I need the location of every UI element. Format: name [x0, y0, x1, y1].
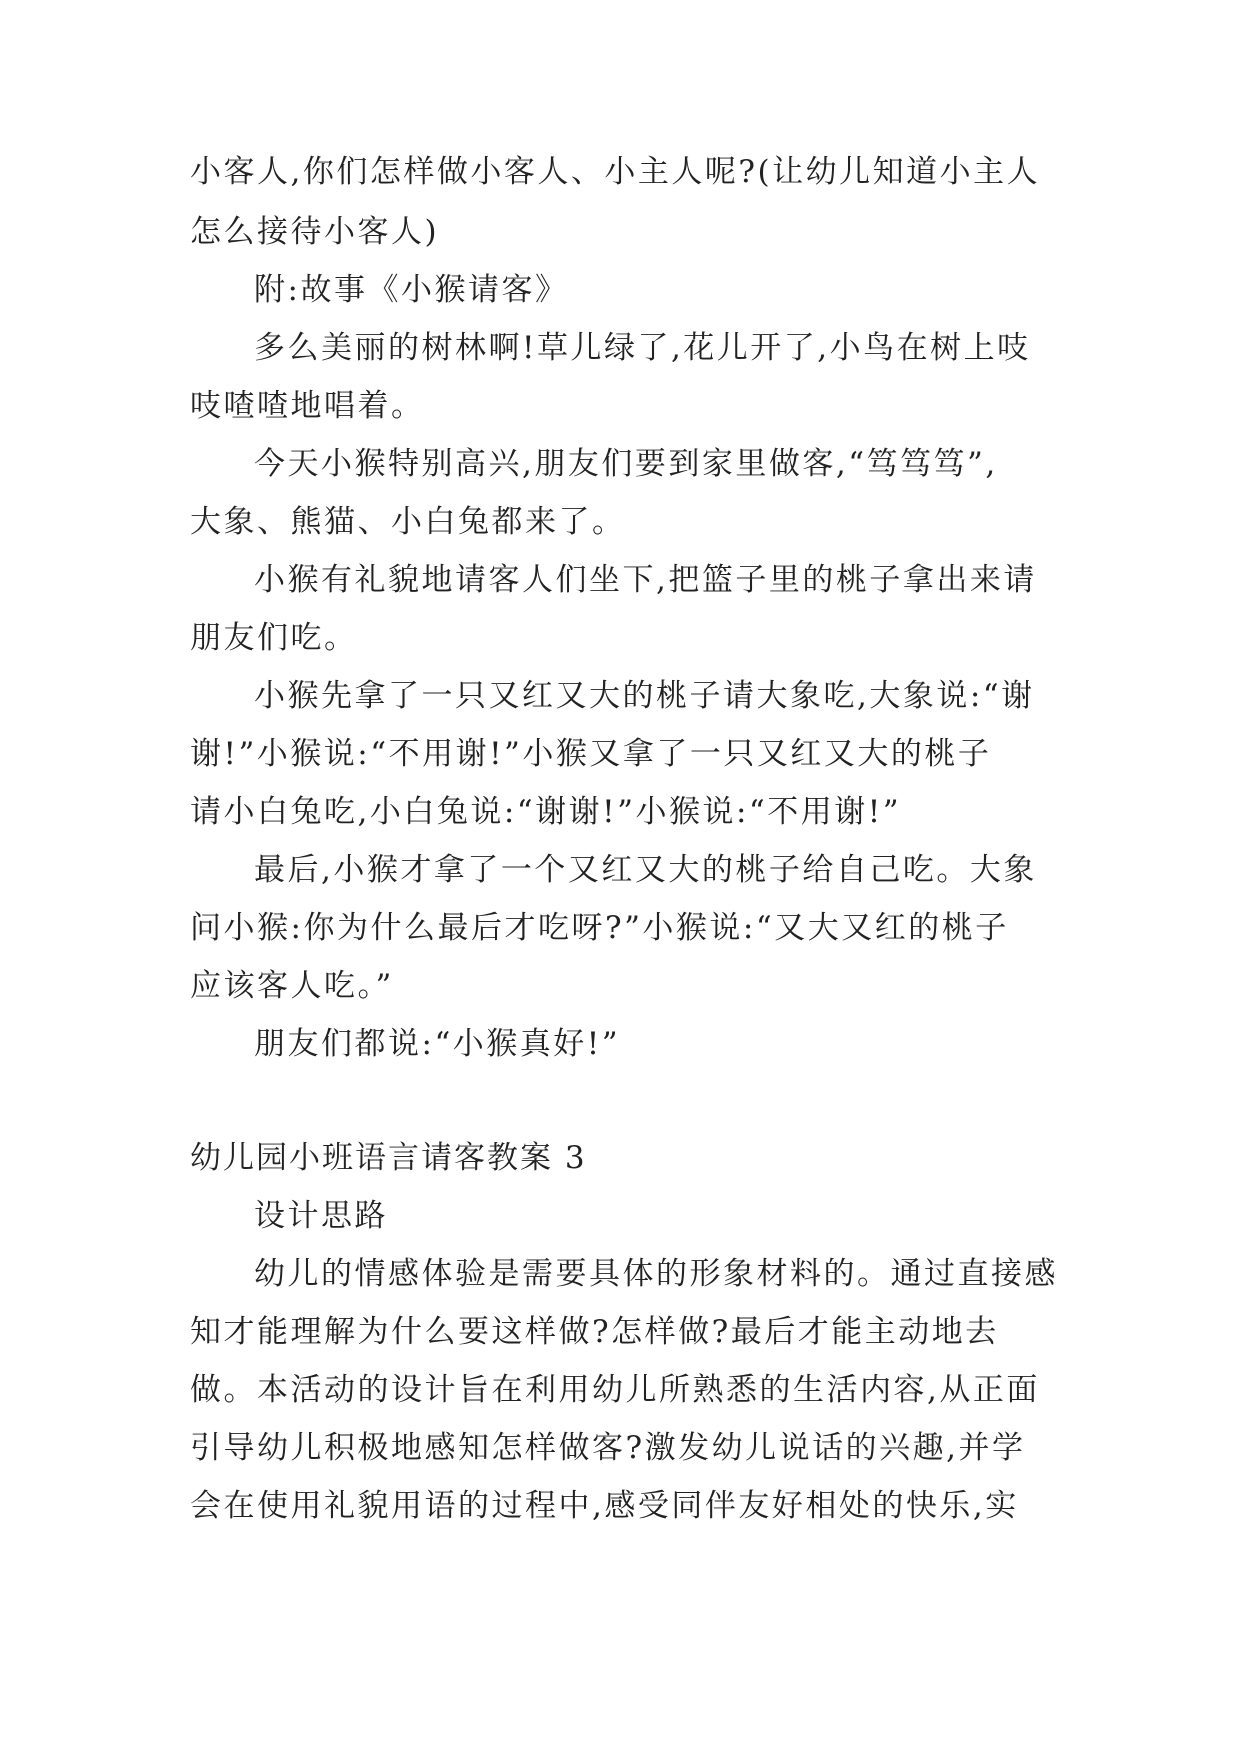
paragraph-line: 问小猴:你为什么最后才吃呀?”小猴说:“又大又红的桃子 — [190, 910, 1009, 946]
paragraph-line: 做。本活动的设计旨在利用幼儿所熟悉的生活内容,从正面 — [190, 1372, 1040, 1408]
paragraph-line: 知才能理解为什么要这样做?怎样做?最后才能主动地去 — [190, 1314, 999, 1350]
paragraph-line: 朋友们都说:“小猴真好!” — [254, 1026, 621, 1062]
paragraph-line: 吱喳喳地唱着。 — [190, 388, 425, 424]
paragraph-line: 会在使用礼貌用语的过程中,感受同伴友好相处的快乐,实 — [190, 1488, 1019, 1524]
paragraph-line: 谢!”小猴说:“不用谢!”小猴又拿了一只又红又大的桃子 — [190, 736, 992, 772]
subsection-heading: 设计思路 — [254, 1198, 388, 1234]
paragraph-line: 引导幼儿积极地感知怎样做客?激发幼儿说话的兴趣,并学 — [190, 1430, 1026, 1466]
paragraph-line: 小客人,你们怎样做小客人、小主人呢?(让幼儿知道小主人 — [190, 154, 1041, 190]
paragraph-line: 朋友们吃。 — [190, 620, 358, 656]
section-heading: 幼儿园小班语言请客教案 3 — [190, 1140, 587, 1176]
paragraph-line: 小猴有礼貌地请客人们坐下,把篮子里的桃子拿出来请 — [254, 562, 1037, 598]
paragraph-line: 最后,小猴才拿了一个又红又大的桃子给自己吃。大象 — [254, 852, 1037, 888]
paragraph-line: 小猴先拿了一只又红又大的桃子请大象吃,大象说:“谢 — [254, 678, 1035, 714]
paragraph-line: 多么美丽的树林啊!草儿绿了,花儿开了,小鸟在树上吱 — [254, 330, 1031, 366]
paragraph-line: 大象、熊猫、小白兔都来了。 — [190, 504, 626, 540]
story-title: 附:故事《小猴请客》 — [254, 272, 569, 308]
paragraph-line: 怎么接待小客人) — [190, 214, 440, 250]
document-page — [190, 0, 1058, 1754]
paragraph-line: 幼儿的情感体验是需要具体的形象材料的。通过直接感 — [254, 1256, 1058, 1292]
paragraph-line: 应该客人吃。” — [190, 968, 394, 1004]
paragraph-line: 今天小猴特别高兴,朋友们要到家里做客,“笃笃笃”, — [254, 446, 998, 482]
paragraph-line: 请小白兔吃,小白兔说:“谢谢!”小猴说:“不用谢!” — [190, 794, 902, 830]
